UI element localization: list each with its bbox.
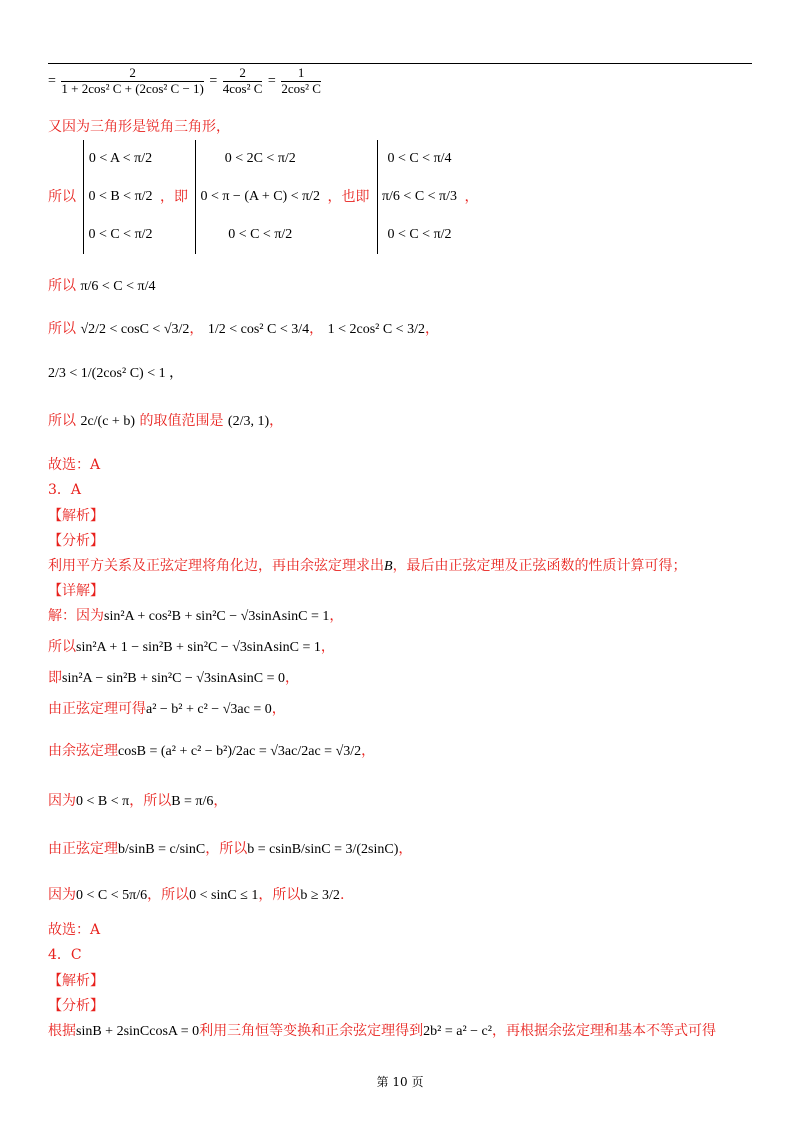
inequality-systems (48, 140, 478, 254)
value-range-line: 所以 2c/(c + b) 的取值范围是 (2/3, 1)， (48, 413, 284, 429)
fenxi-label: 【分析】 (48, 533, 104, 549)
range-c-line: 所以 π/6 < C < π/4 (48, 278, 156, 294)
system-a: 0 < A < π/2 0 < B < π/2 0 < C < π/2 (83, 140, 152, 254)
range-recip-line: 2/3 < 1/(2cos² C) < 1 ， (48, 366, 184, 381)
fraction: $\frac{1}{\text{2cos² C}}$ (281, 65, 321, 96)
fenxi-text: 利用平方关系及正弦定理将角化边，再由余弦定理求出B，最后由正弦定理及正弦函数的性质计算可得； (48, 558, 687, 574)
text: ，也即 (327, 189, 370, 205)
acute-triangle-line: 又因为三角形是锐角三角形， (48, 119, 230, 135)
equation-chain (48, 66, 323, 97)
eq-sign: = (209, 73, 218, 89)
answer-line-2: 故选：A (48, 922, 101, 938)
fraction: $\frac{2}{\text{4cos² C}}$ (222, 65, 263, 96)
fenxi-label-2: 【分析】 (48, 998, 104, 1014)
top-rule (48, 63, 752, 64)
fraction: $\frac{2}{\text{1 + 2cos² C + (2cos² C − 1)}}$ (61, 65, 204, 96)
text: ， (464, 189, 479, 205)
step-1: 解：因为sin²A + cos²B + sin²C − √3sinAsinC = 1， (48, 608, 344, 624)
step-5: 由余弦定理cosB = (a² + c² − b²)/2ac = √3ac/2ac = √3/2， (48, 743, 376, 759)
step-6: 因为0 < B < π，所以B = π/6， (48, 793, 228, 809)
question-4-heading: 4．C (48, 947, 82, 963)
system-b: 0 < 2C < π/2 0 < π − (A + C) < π/2 0 < C < π/2 (195, 140, 320, 254)
range-cos-line: 所以 √2/2 < cosC < √3/2， 1/2 < cos² C < 3/4， 1 < 2cos² C < 3/2， (48, 321, 439, 337)
step-3: 即sin²A − sin²B + sin²C − √3sinAsinC = 0， (48, 670, 300, 686)
xiangjie-label: 【详解】 (48, 583, 104, 599)
step-4: 由正弦定理可得a² − b² + c² − √3ac = 0， (48, 701, 286, 717)
system-c: 0 < C < π/4 π/6 < C < π/3 0 < C < π/2 (377, 140, 457, 254)
eq-sign: = (267, 73, 276, 89)
text: 所以 (48, 189, 76, 205)
text: ，即 (160, 189, 188, 205)
answer-line: 故选：A (48, 457, 101, 473)
eq-sign: = (48, 73, 56, 89)
jiexi-label: 【解析】 (48, 508, 104, 524)
page-footer: 第 10 页 (376, 1075, 424, 1089)
question-3-heading: 3．A (48, 482, 82, 498)
last-line: 根据sinB + 2sinCcosA = 0利用三角恒等变换和正余弦定理得到2b² = a² − c²，再根据余弦定理和基本不等式可得 (48, 1023, 716, 1039)
jiexi-label-2: 【解析】 (48, 973, 104, 989)
step-7: 由正弦定理b/sinB = c/sinC，所以b = csinB/sinC = 3/(2sinC)， (48, 841, 413, 857)
step-8: 因为0 < C < 5π/6，所以0 < sinC ≤ 1，所以b ≥ 3/2. (48, 887, 345, 903)
step-2: 所以sin²A + 1 − sin²B + sin²C − √3sinAsinC = 1， (48, 639, 335, 655)
